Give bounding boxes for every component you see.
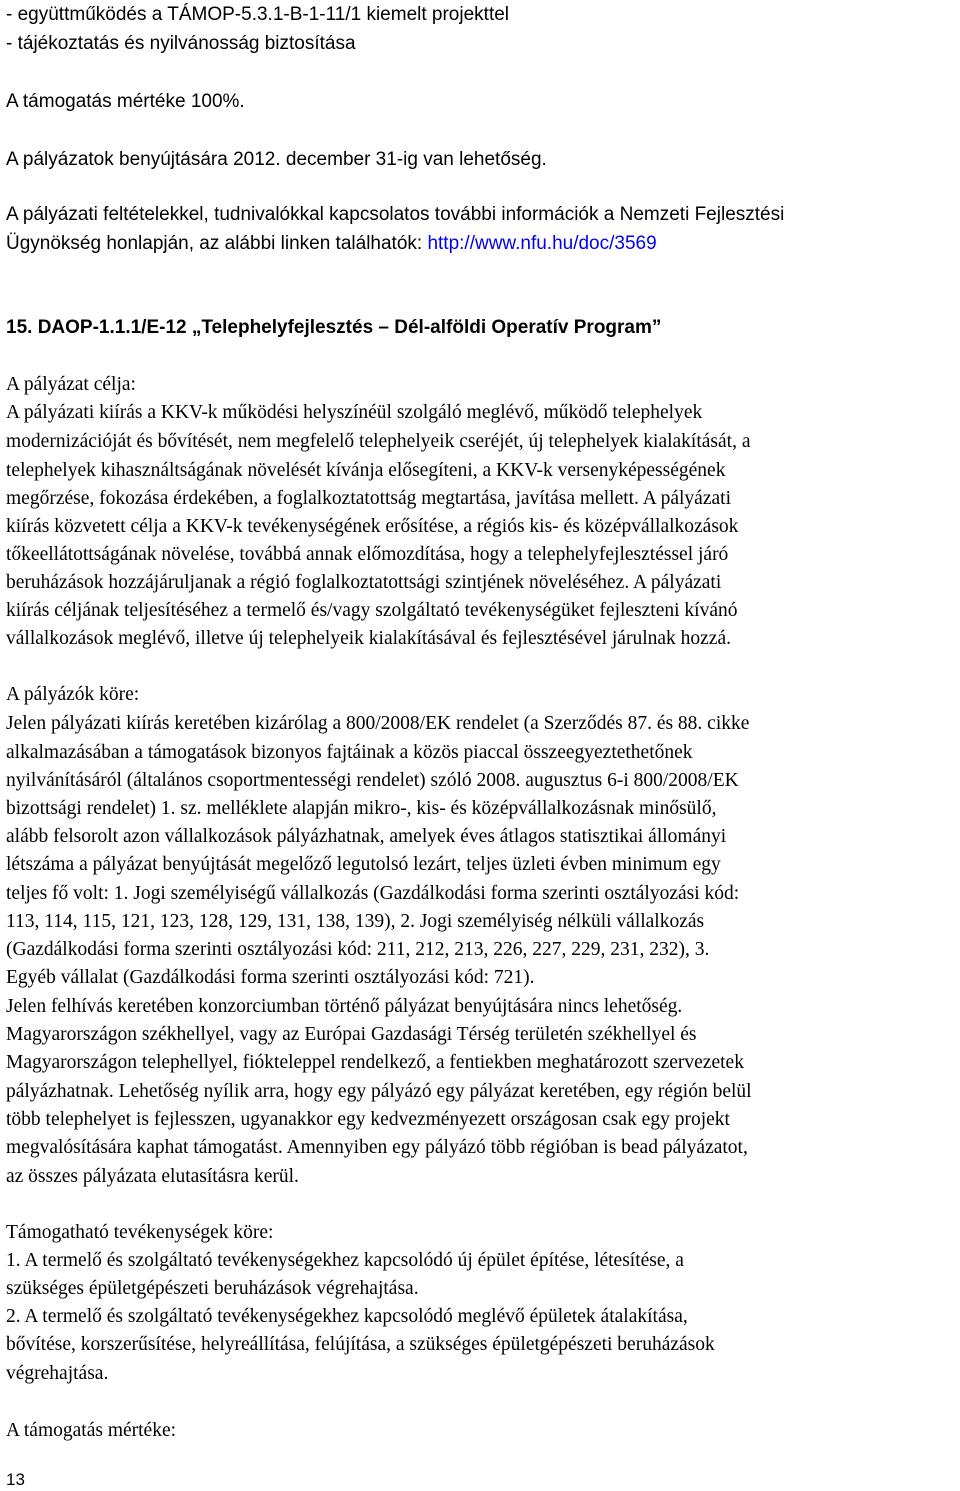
consortium-line-last: az összes pályázata elutasításra kerül. bbox=[6, 1166, 299, 1187]
applicants-line: bizottsági rendelet) 1. sz. melléklete alapján mikro-, kis- és középvállalkozásnak minősülő, bbox=[6, 798, 717, 819]
goal-line-last: vállalkozások meglévő, illetve új telephelyeik kialakításával és fejlesztésével járulnak hozzá. bbox=[6, 628, 731, 649]
bullet-cooperation: - együttműködés a TÁMOP-5.3.1-B-1-11/1 kiemelt projekttel bbox=[6, 4, 510, 25]
activity-1-line-2: szükséges épületgépészeti beruházások végrehajtása. bbox=[6, 1278, 419, 1299]
activities-heading: Támogatható tevékenységek köre: bbox=[6, 1222, 274, 1243]
goal-line: telephelyek kihasználtságának növelését kívánja elősegíteni, a KKV-k versenyképességének bbox=[6, 460, 726, 481]
goal-line: beruházások hozzájáruljanak a régió foglalkoztatottsági szintjének növeléséhez. A pályázati bbox=[6, 572, 722, 593]
goal-line: modernizációját és bővítését, nem megfelelő telephelyeik cseréjét, új telephelyek kialakítását, a bbox=[6, 431, 751, 452]
goal-line: kiírás közvetett célja a KKV-k tevékenységének erősítése, a régiós kis- és középvállalkozások bbox=[6, 516, 739, 537]
consortium-line: Magyarországon székhellyel, vagy az Európai Gazdasági Térség területén székhellyel és bbox=[6, 1024, 697, 1045]
applicants-line: teljes fő volt: 1. Jogi személyiségű vállalkozás (Gazdálkodási forma szerinti osztályozási kód: bbox=[6, 883, 740, 904]
support-heading: A támogatás mértéke: bbox=[6, 1420, 177, 1441]
applicants-heading: A pályázók köre: bbox=[6, 684, 140, 705]
activity-2-line-3: végrehajtása. bbox=[6, 1363, 109, 1384]
consortium-line: Jelen felhívás keretében konzorciumban történő pályázat benyújtására nincs lehetőség. bbox=[6, 996, 683, 1017]
goal-heading: A pályázat célja: bbox=[6, 374, 136, 395]
info-line-1: A pályázati feltételekkel, tudnivalókkal kapcsolatos további információk a Nemzeti Fejlesztési bbox=[6, 204, 785, 225]
activity-2-line-2: bővítése, korszerűsítése, helyreállítása, felújítása, a szükséges épületgépészeti beruházások bbox=[6, 1334, 715, 1355]
goal-line: kiírás céljának teljesítéséhez a termelő és/vagy szolgáltató tevékenységüket fejleszteni kívánó bbox=[6, 600, 738, 621]
support-rate-text: A támogatás mértéke 100%. bbox=[6, 91, 245, 112]
nfu-doc-link[interactable]: http://www.nfu.hu/doc/3569 bbox=[427, 233, 657, 254]
applicants-line: létszáma a pályázat benyújtását megelőző legutolsó lezárt, teljes üzleti évben minimum egy bbox=[6, 854, 721, 875]
consortium-line: Magyarországon telephellyel, fiókteleppel rendelkező, a fentiekben meghatározott szervezetek bbox=[6, 1052, 744, 1073]
deadline-text: A pályázatok benyújtására 2012. december 31-ig van lehetőség. bbox=[6, 149, 547, 170]
activity-1-line-1: 1. A termelő és szolgáltató tevékenységekhez kapcsolódó új épület építése, létesítése, a bbox=[6, 1250, 684, 1271]
applicants-line: nyilvánításáról (általános csoportmentességi rendelet) szóló 2008. augusztus 6-i 800/2008/EK bbox=[6, 770, 739, 791]
bullet-publicity: - tájékoztatás és nyilvánosság biztosítása bbox=[6, 33, 356, 54]
applicants-line: alkalmazásában a támogatások bizonyos fajtáinak a közös piaccal összeegyeztethetőnek bbox=[6, 742, 693, 763]
consortium-line: megvalósítására kaphat támogatást. Amennyiben egy pályázó több régióban is bead pályázatot, bbox=[6, 1137, 748, 1158]
applicants-line: (Gazdálkodási forma szerinti osztályozási kód: 211, 212, 213, 226, 227, 229, 231, 232), 3. bbox=[6, 939, 710, 960]
info-line-2 bbox=[6, 229, 657, 258]
applicants-line-last: Egyéb vállalat (Gazdálkodási forma szerinti osztályozási kód: 721). bbox=[6, 967, 535, 988]
applicants-line: alább felsorolt azon vállalkozások pályázhatnak, amelyek éves átlagos statisztikai állományi bbox=[6, 826, 727, 847]
info-line-2-text: Ügynökség honlapján, az alábbi linken találhatók: bbox=[6, 233, 428, 254]
applicants-line: Jelen pályázati kiírás keretében kizárólag a 800/2008/EK rendelet (a Szerződés 87. és 88. cikke bbox=[6, 713, 750, 734]
consortium-line: több telephelyet is fejlesszen, ugyanakkor egy kedvezményezett országosan csak egy projekt bbox=[6, 1109, 730, 1130]
goal-line: megőrzése, fokozása érdekében, a foglalkoztatottság megtartása, javítása mellett. A pályázati bbox=[6, 488, 731, 509]
section-heading: 15. DAOP-1.1.1/E-12 „Telephelyfejlesztés – Dél-alföldi Operatív Program” bbox=[6, 317, 662, 338]
activity-2-line-1: 2. A termelő és szolgáltató tevékenységekhez kapcsolódó meglévő épületek átalakítása, bbox=[6, 1306, 688, 1327]
applicants-line: 113, 114, 115, 121, 123, 128, 129, 131, 138, 139), 2. Jogi személyiség nélküli vállalkozás bbox=[6, 911, 705, 932]
page-number: 13 bbox=[6, 1470, 25, 1489]
consortium-line: pályázhatnak. Lehetőség nyílik arra, hogy egy pályázó egy pályázat keretében, egy régión belül bbox=[6, 1081, 752, 1102]
goal-line: tőkeellátottságának növelése, továbbá annak előmozdítása, hogy a telephelyfejlesztéssel járó bbox=[6, 544, 729, 565]
goal-line: A pályázati kiírás a KKV-k működési helyszínéül szolgáló meglévő, működő telephelyek bbox=[6, 402, 703, 423]
